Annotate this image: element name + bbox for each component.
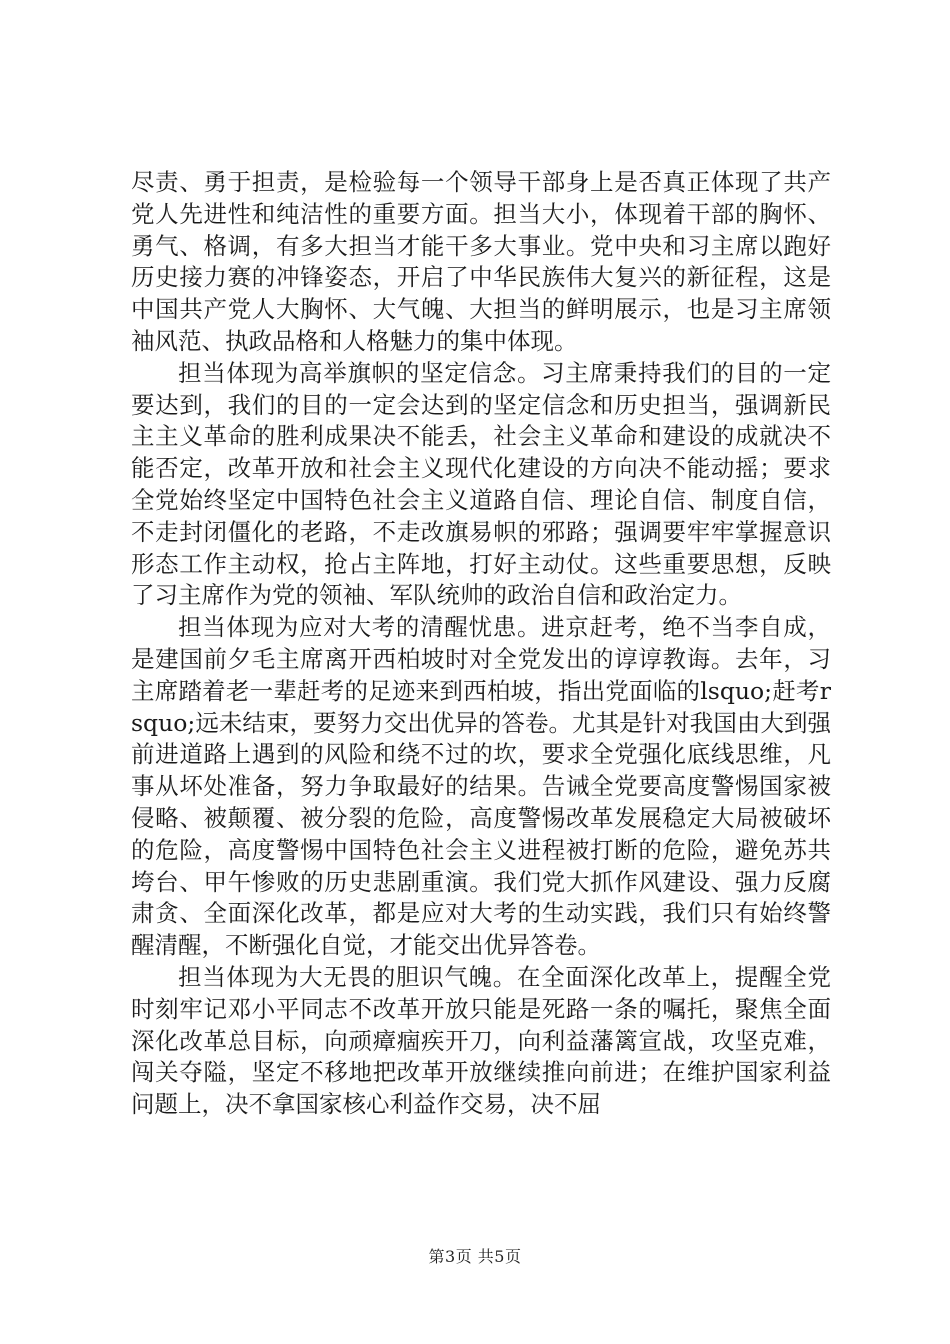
paragraph-exam-awareness: 担当体现为应对大考的清醒忧患。进京赶考，绝不当李自成，是建国前夕毛主席离开西柏坡时对全党发出的谆谆教诲。去年，习主席踏着老一辈赶考的足迹来到西柏坡，指出党面临的lsquo;赶考rsquo;远未结束，要努力交出优异的答卷。尤其是针对我国由大到强前进道路上遇到的风险和绕不过的坎，要求全党强化底线思维，凡事从坏处准备，努力争取最好的结果。告诫全党要高度警惕国家被侵略、被颠覆、被分裂的危险，高度警惕改革发展稳定大局被破坏的危险，高度警惕中国特色社会主义进程被打断的危险，避免苏共垮台、甲午惨败的历史悲剧重演。我们党大抓作风建设、强力反腐肃贪、全面深化改革，都是应对大考的生动实践，我们只有始终警醒清醒，不断强化自觉，才能交出优异答卷。 <box>131 613 831 960</box>
page-number-footer: 第3页 共5页 <box>428 1247 522 1266</box>
paragraph-continued: 尽责、勇于担责，是检验每一个领导干部身上是否真正体现了共产党人先进性和纯洁性的重要方面。担当大小，体现着干部的胸怀、勇气、格调，有多大担当才能干多大事业。党中央和习主席以跑好历史接力赛的冲锋姿态，开启了中华民族伟大复兴的新征程，这是中国共产党人大胸怀、大气魄、大担当的鲜明展示，也是习主席领袖风范、执政品格和人格魅力的集中体现。 <box>131 168 831 355</box>
document-body <box>131 167 831 1121</box>
paragraph-courage: 担当体现为大无畏的胆识气魄。在全面深化改革上，提醒全党时刻牢记邓小平同志不改革开放只能是死路一条的嘱托，聚焦全面深化改革总目标，向顽瘴痼疾开刀，向利益藩篱宣战，攻坚克难，闯关夺隘，坚定不移地把改革开放继续推向前进；在维护国家利益问题上，决不拿国家核心利益作交易，决不屈 <box>131 962 831 1119</box>
paragraph-firm-belief: 担当体现为高举旗帜的坚定信念。习主席秉持我们的目的一定要达到，我们的目的一定会达到的坚定信念和历史担当，强调新民主主义革命的胜利成果决不能丢，社会主义革命和建设的成就决不能否定，改革开放和社会主义现代化建设的方向决不能动摇；要求全党始终坚定中国特色社会主义道路自信、理论自信、制度自信，不走封闭僵化的老路，不走改旗易帜的邪路；强调要牢牢掌握意识形态工作主动权，抢占主阵地，打好主动仗。这些重要思想，反映了习主席作为党的领袖、军队统帅的政治自信和政治定力。 <box>131 358 831 610</box>
